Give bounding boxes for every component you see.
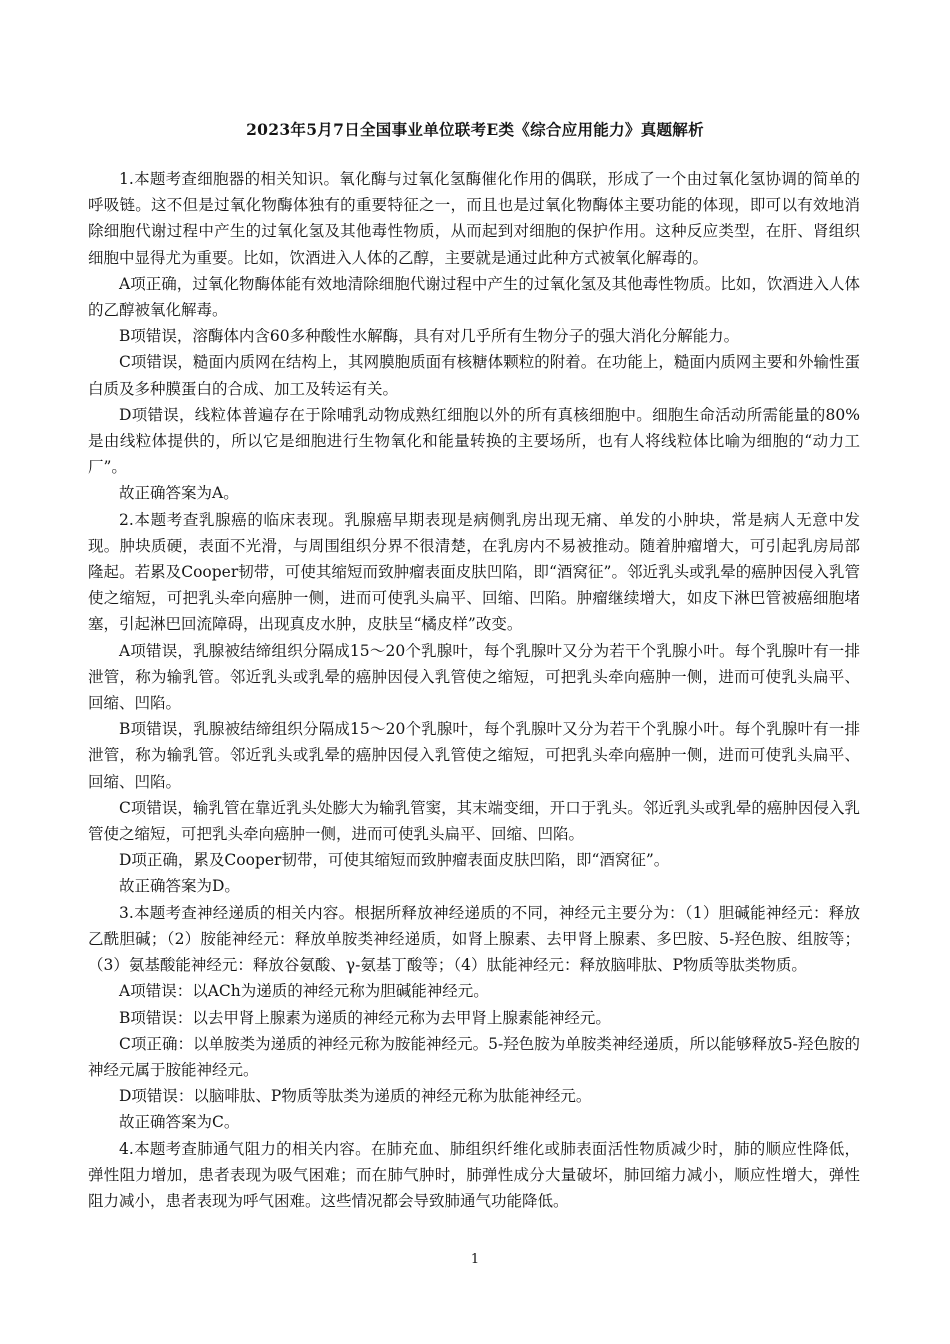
document-title: 2023年5月7日全国事业单位联考E类《综合应用能力》真题解析: [246, 120, 704, 139]
paragraph-q1-option-a: A项正确，过氧化物酶体能有效地清除细胞代谢过程中产生的过氧化氢及其他毒性物质。比如，饮酒进入人体的乙醇被氧化解毒。: [88, 274, 860, 320]
paragraph-q2-option-d: D项正确，累及Cooper韧带，可使其缩短而致肿瘤表面皮肤凹陷，即“酒窝征”。: [119, 851, 670, 870]
paragraph-q1: 1.本题考查细胞器的相关知识。氧化酶与过氧化氢酶催化作用的偶联，形成了一个由过氧化氢协调的简单的呼吸链。这不但是过氧化物酶体独有的重要特征之一，而且也是过氧化物酶体主要功能的体现，即可以有效地消除细胞代谢过程中产生的过氧化氢及其他毒性物质，从而起到对细胞的保护作用。这种反应类型，在肝、肾组织细胞中显得尤为重要。比如，饮酒进入人体的乙醇，主要就是通过此种方式被氧化解毒的。: [88, 170, 860, 267]
page-number: 1: [470, 1252, 480, 1267]
paragraph-q3: 3.本题考查神经递质的相关内容。根据所释放神经递质的不同，神经元主要分为：（1）胆碱能神经元：释放乙酰胆碱；（2）胺能神经元：释放单胺类神经递质，如肾上腺素、去甲肾上腺素、多巴胺、5-羟色胺、组胺等；（3）氨基酸能神经元：释放谷氨酸、γ-氨基丁酸等；（4）肽能神经元：释放脑啡肽、P物质等肽类物质。: [88, 903, 860, 975]
paragraph-q3-answer: 故正确答案为C。: [119, 1113, 240, 1132]
paragraph-q1-option-d: D项错误，线粒体普遍存在于除哺乳动物成熟红细胞以外的所有真核细胞中。细胞生命活动所需能量的80%是由线粒体提供的，所以它是细胞进行生物氧化和能量转换的主要场所，也有人将线粒体比喻为细胞的“动力工厂”。: [88, 405, 860, 477]
paragraph-q2-answer: 故正确答案为D。: [119, 877, 240, 896]
paragraph-q2-option-c: C项错误，输乳管在靠近乳头处膨大为输乳管窦，其末端变细，开口于乳头。邻近乳头或乳晕的癌肿因侵入乳管使之缩短，可把乳头牵向癌肿一侧，进而可使乳头扁平、回缩、凹陷。: [88, 798, 860, 844]
document-body: [88, 166, 860, 1214]
paragraph-q3-option-d: D项错误：以脑啡肽、P物质等肽类为递质的神经元称为肽能神经元。: [119, 1087, 592, 1106]
paragraph-q3-option-a: A项错误：以ACh为递质的神经元称为胆碱能神经元。: [119, 982, 489, 1001]
paragraph-q1-answer: 故正确答案为A。: [119, 484, 239, 503]
paragraph-q4: 4.本题考查肺通气阻力的相关内容。在肺充血、肺组织纤维化或肺表面活性物质减少时，肺的顺应性降低，弹性阻力增加，患者表现为吸气困难；而在肺气肿时，肺弹性成分大量破坏，肺回缩力减小，顺应性增大，弹性阻力减小，患者表现为呼气困难。这些情况都会导致肺通气功能降低。: [88, 1139, 860, 1210]
paragraph-q3-option-b: B项错误：以去甲肾上腺素为递质的神经元称为去甲肾上腺素能神经元。: [119, 1008, 611, 1027]
paragraph-q2-option-b: B项错误，乳腺被结缔组织分隔成15～20个乳腺叶，每个乳腺叶又分为若干个乳腺小叶。每个乳腺叶有一排泄管，称为输乳管。邻近乳头或乳晕的癌肿因侵入乳管使之缩短，可把乳头牵向癌肿一侧，进而可使乳头扁平、回缩、凹陷。: [88, 720, 860, 791]
paragraph-q3-option-c: C项正确：以单胺类为递质的神经元称为胺能神经元。5-羟色胺为单胺类神经递质，所以能够释放5-羟色胺的神经元属于胺能神经元。: [88, 1034, 860, 1079]
paragraph-q1-option-c: C项错误，糙面内质网在结构上，其网膜胞质面有核糖体颗粒的附着。在功能上，糙面内质网主要和外输性蛋白质及多种膜蛋白的合成、加工及转运有关。: [88, 353, 860, 398]
paragraph-q2: 2.本题考查乳腺癌的临床表现。乳腺癌早期表现是病侧乳房出现无痛、单发的小肿块，常是病人无意中发现。肿块质硬，表面不光滑，与周围组织分界不很清楚，在乳房内不易被推动。随着肿瘤增大，可引起乳房局部隆起。若累及Cooper韧带，可使其缩短而致肿瘤表面皮肤凹陷，即“酒窝征”。邻近乳头或乳晕的癌肿因侵入乳管使之缩短，可把乳头牵向癌肿一侧，进而可使乳头扁平、回缩、凹陷。肿瘤继续增大，如皮下淋巴管被癌细胞堵塞，引起淋巴回流障碍，出现真皮水肿，皮肤呈“橘皮样”改变。: [88, 510, 860, 634]
paragraph-q2-option-a: A项错误，乳腺被结缔组织分隔成15～20个乳腺叶，每个乳腺叶又分为若干个乳腺小叶。每个乳腺叶有一排泄管，称为输乳管。邻近乳头或乳晕的癌肿因侵入乳管使之缩短，可把乳头牵向癌肿一侧，进而可使乳头扁平、回缩、凹陷。: [88, 641, 860, 713]
paragraph-q1-option-b: B项错误，溶酶体内含60多种酸性水解酶，具有对几乎所有生物分子的强大消化分解能力。: [119, 327, 740, 346]
